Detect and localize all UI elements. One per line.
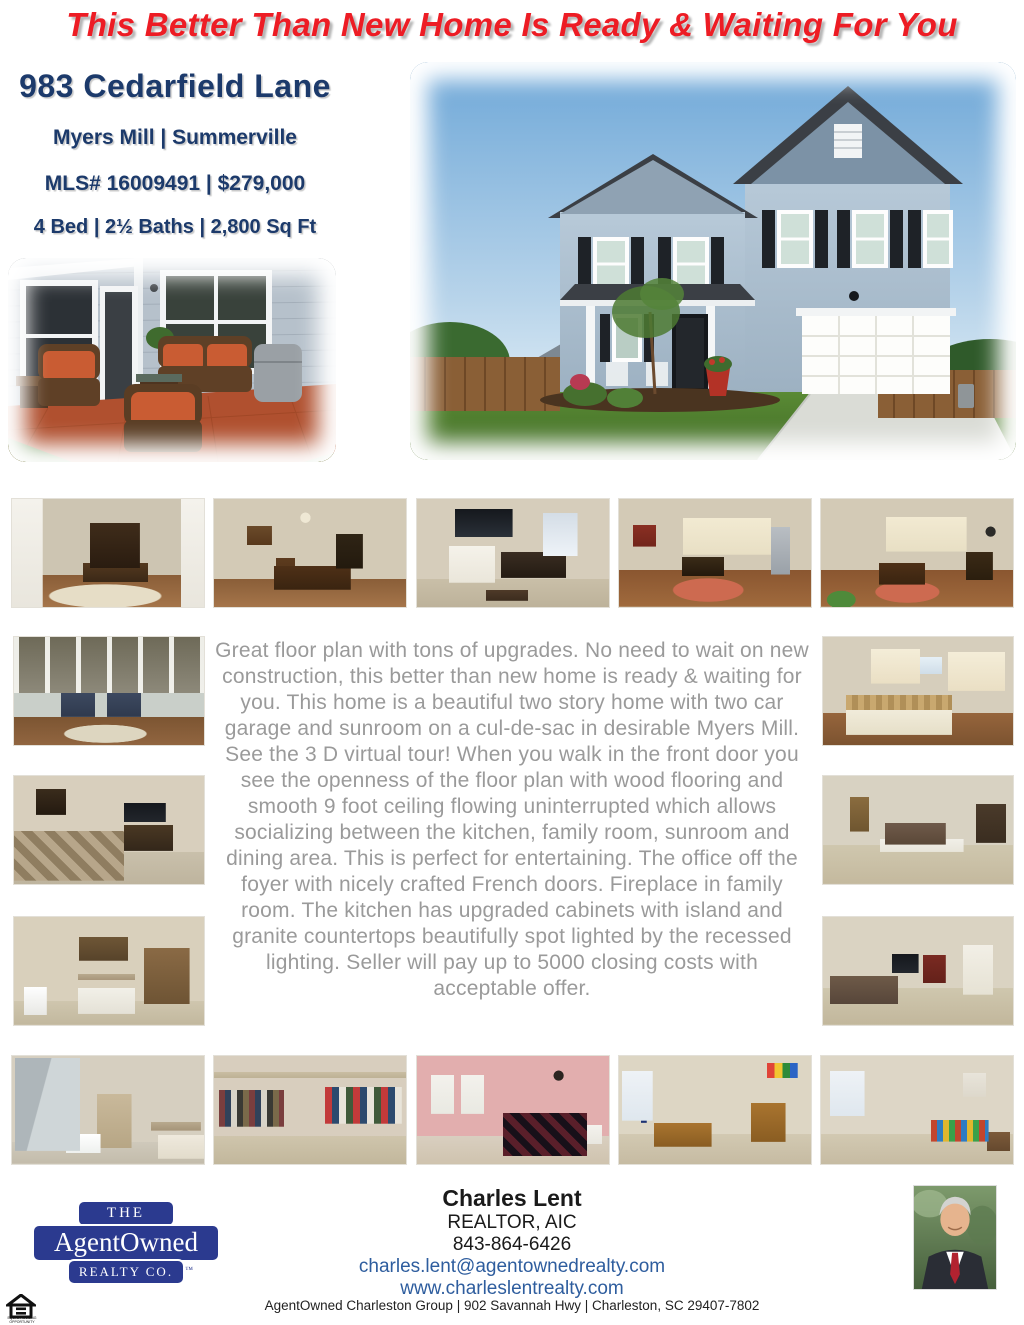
agent-contact-block xyxy=(252,1184,772,1300)
guest-bedroom-photo xyxy=(820,1055,1014,1165)
agent-phone: 843-864-6426 xyxy=(452,1234,572,1255)
office-photo xyxy=(11,498,205,608)
kitchen-dining-photo xyxy=(820,498,1014,608)
exterior-photo xyxy=(410,62,1016,460)
property-description: Great floor plan with tons of upgrades. No need to wait on new construction, this better than new home is ready & waiting for you. This home is a beautiful two story home with two car garage and sunroom on a cul-de-sac in desirable Myers Mill. See the 3 D virtual tour! When you walk in the front door you see the openness of the floor plan with wood flooring and smooth 9 foot ceiling flowing uninterrupted which allows socializing between the kitchen, family room, sunroom and dining area. This is perfect for entertaining. The office off the foyer with nicely crafted French doors. Fireplace in family room. The kitchen has upgraded cabinets with island and granite countertops beautifully spot lighted by the recessed lighting. Seller will pay up to 5000 closing costs with acceptable offer. xyxy=(215,639,809,1000)
agent-email-link[interactable]: charles.lent@agentownedrealty.com xyxy=(358,1256,666,1277)
patio-scene xyxy=(8,258,336,462)
agent-headshot xyxy=(913,1185,997,1290)
headshot-scene xyxy=(914,1186,996,1289)
master-bedroom-photo xyxy=(13,775,205,885)
agent-website-link[interactable]: www.charleslentrealty.com xyxy=(400,1278,624,1299)
headline: This Better Than New Home Is Ready & Waiting For You xyxy=(66,6,958,43)
kitchen-photo xyxy=(618,498,812,608)
office-address: AgentOwned Charleston Group | 902 Savannah Hwy | Charleston, SC 29407-7802 xyxy=(264,1298,760,1313)
property-specs: 4 Bed | 2½ Baths | 2,800 Sq Ft xyxy=(33,216,317,238)
property-location: Myers Mill | Summerville xyxy=(53,126,297,149)
property-mls-price: MLS# 16009491 | $279,000 xyxy=(44,172,306,195)
bathroom-shower-photo xyxy=(11,1055,205,1165)
loft-photo xyxy=(822,775,1014,885)
equal-housing-text: EQUAL HOUSING OPPORTUNITY xyxy=(7,1316,37,1324)
master-bathroom-photo xyxy=(13,916,205,1026)
patio-photo xyxy=(8,258,336,462)
media-room-photo xyxy=(822,916,1014,1026)
kitchen-island-photo xyxy=(822,636,1014,746)
kids-bedroom-photo xyxy=(618,1055,812,1165)
logo-realty-text: REALTY CO. xyxy=(78,1264,174,1279)
logo-line-brand: AgentOwned xyxy=(32,1224,220,1262)
logo-line-realty xyxy=(67,1259,195,1285)
family-room-photo xyxy=(416,498,610,608)
sunroom-photo xyxy=(13,636,205,746)
agent-title: REALTOR, AIC xyxy=(447,1212,577,1233)
exterior-scene xyxy=(410,62,1016,460)
pink-bedroom-photo xyxy=(416,1055,610,1165)
logo-line-the: THE xyxy=(77,1200,175,1227)
walk-in-closet-photo xyxy=(213,1055,407,1165)
agent-name: Charles Lent xyxy=(442,1185,582,1211)
trademark-symbol: ™ xyxy=(185,1265,195,1274)
property-address: 983 Cedarfield Lane xyxy=(19,68,331,104)
agentowned-logo xyxy=(30,1200,222,1292)
dining-room-photo xyxy=(213,498,407,608)
